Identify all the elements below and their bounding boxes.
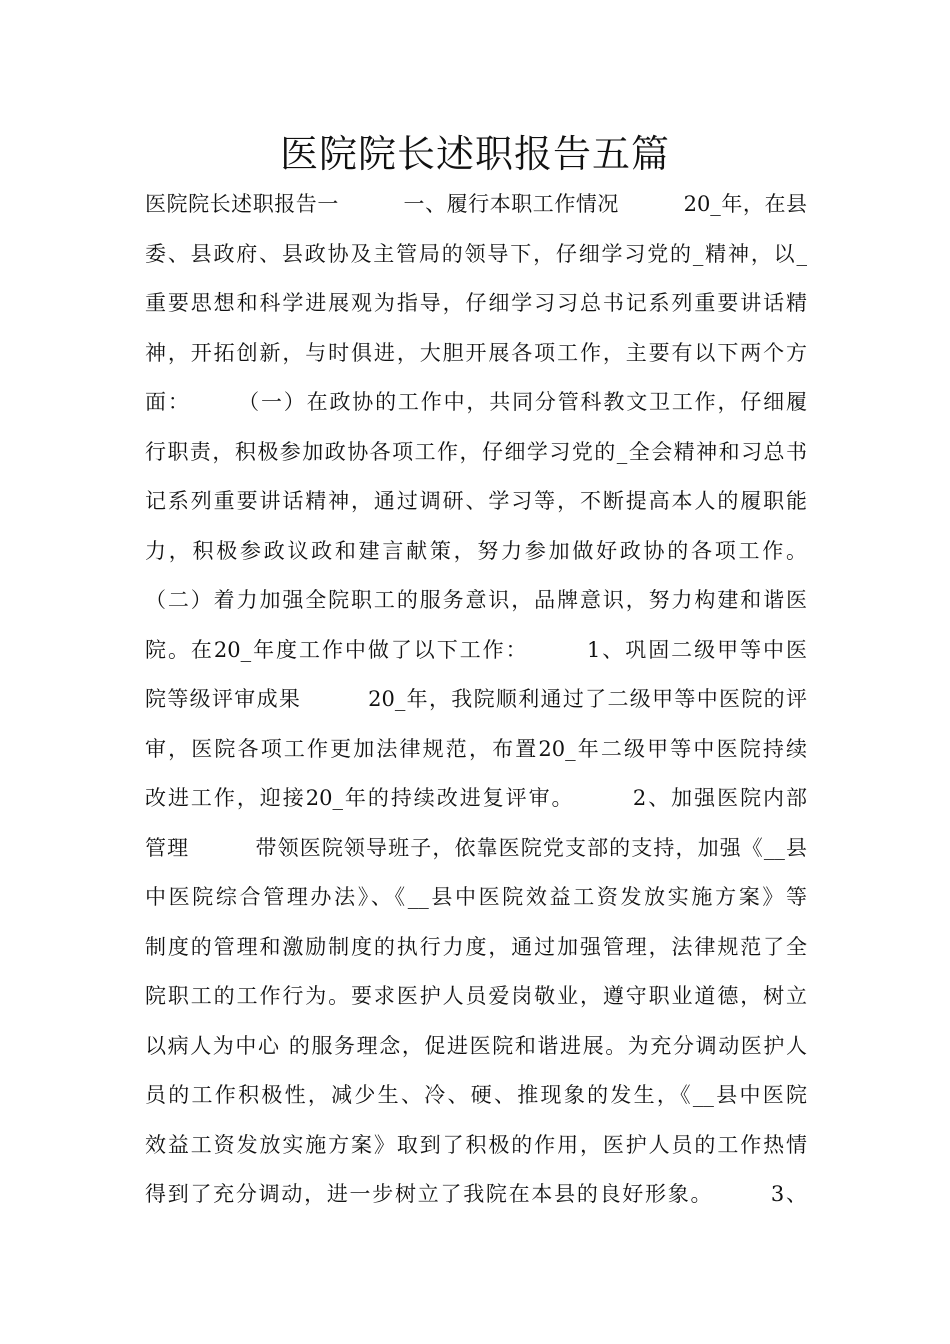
body-line: 效益工资发放实施方案》取到了积极的作用，医护人员的工作热情 bbox=[145, 1132, 807, 1157]
body-line: 改进工作，迎接20_年的持续改进复评审。 2、加强医院内部 bbox=[145, 786, 807, 810]
body-line: 员的工作积极性，减少生、冷、硬、推现象的发生，《__县中医院 bbox=[145, 1083, 807, 1107]
body-line: 神，开拓创新，与时俱进，大胆开展各项工作，主要有以下两个方 bbox=[145, 340, 807, 365]
body-line: 面： （一）在政协的工作中，共同分管科教文卫工作，仔细履 bbox=[145, 390, 807, 414]
body-line: 行职责，积极参加政协各项工作，仔细学习党的_全会精神和习总书 bbox=[145, 439, 807, 464]
body-line: 管理 带领医院领导班子，依靠医院党支部的支持，加强《__县 bbox=[145, 835, 807, 860]
body-line: 医院院长述职报告一 一、履行本职工作情况 20_年，在县 bbox=[145, 192, 807, 216]
body-line: 力，积极参政议政和建言献策，努力参加做好政协的各项工作。 bbox=[145, 538, 807, 563]
body-line: 记系列重要讲话精神，通过调研、学习等，不断提高本人的履职能 bbox=[145, 489, 807, 513]
body-line: 中医院综合管理办法》、《__县中医院效益工资发放实施方案》等 bbox=[145, 885, 807, 909]
body-line: 审，医院各项工作更加法律规范，布置20_年二级甲等中医院持续 bbox=[145, 736, 807, 761]
body-line: 得到了充分调动，进一步树立了我院在本县的良好形象。 3、 bbox=[145, 1182, 807, 1206]
body-line: （二）着力加强全院职工的服务意识，品牌意识，努力构建和谐医 bbox=[145, 588, 807, 612]
body-line: 以病人为中心 的服务理念，促进医院和谐进展。为充分调动医护人 bbox=[145, 1033, 807, 1058]
body-line: 院等级评审成果 20_年，我院顺利通过了二级甲等中医院的评 bbox=[145, 687, 807, 711]
body-line: 院职工的工作行为。要求医护人员爱岗敬业，遵守职业道德，树立 bbox=[145, 984, 807, 1008]
body-line: 重要思想和科学进展观为指导，仔细学习习总书记系列重要讲话精 bbox=[145, 291, 807, 315]
body-line: 委、县政府、县政协及主管局的领导下，仔细学习党的_精神，以_ bbox=[145, 241, 807, 266]
document-title: 医院院长述职报告五篇 bbox=[279, 132, 670, 176]
body-line: 院。在20_年度工作中做了以下工作： 1、巩固二级甲等中医 bbox=[145, 637, 807, 662]
document-body bbox=[145, 180, 807, 1220]
body-line: 制度的管理和激励制度的执行力度，通过加强管理，法律规范了全 bbox=[145, 934, 807, 959]
